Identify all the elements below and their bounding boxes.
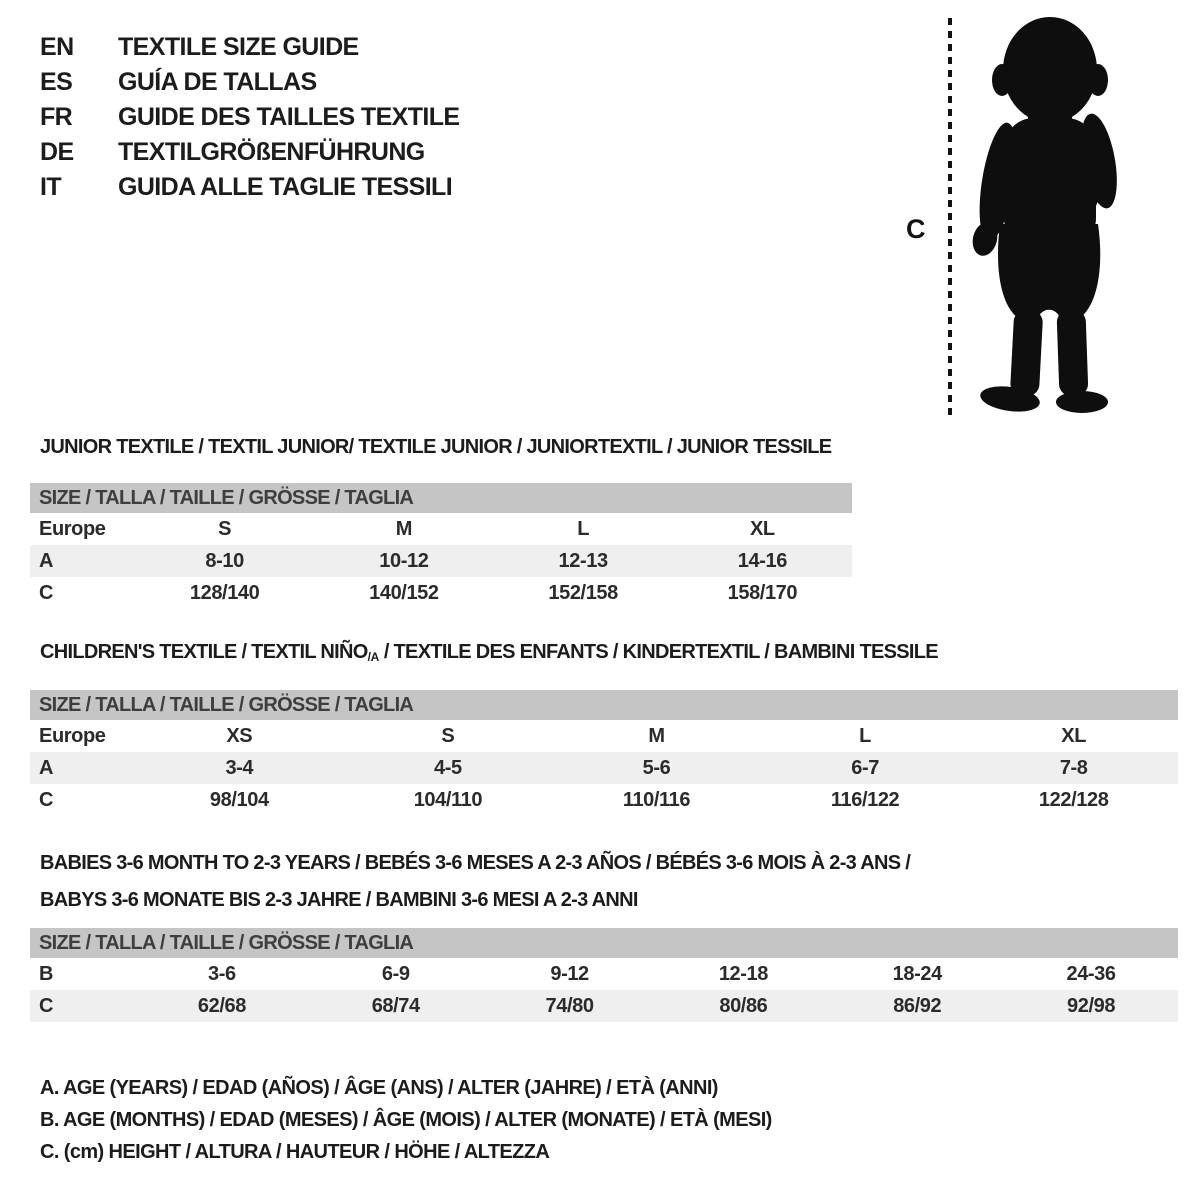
junior-height-row (30, 577, 852, 609)
language-row-es (40, 65, 460, 100)
language-title: GUÍA DE TALLAS (118, 68, 317, 96)
table-cell: 128/140 (189, 581, 260, 604)
language-row-fr (40, 100, 460, 135)
children-table (30, 690, 1178, 816)
table-cell: 14-16 (737, 549, 787, 572)
babies-section-title (40, 845, 910, 919)
table-cell: 104/110 (413, 788, 483, 811)
table-cell: 158/170 (727, 581, 798, 604)
children-section-title (40, 641, 938, 664)
legend-line-a: A. AGE (YEARS) / EDAD (AÑOS) / ÂGE (ANS) / ALTER (JAHRE) / ETÀ (ANNI) (40, 1077, 718, 1099)
column-header-l: L (577, 517, 590, 540)
size-header-bar: SIZE / TALLA / TAILLE / GRÖSSE / TAGLIA (30, 690, 1178, 720)
table-cell: 12-13 (558, 549, 608, 572)
language-title: GUIDE DES TAILLES TEXTILE (118, 103, 460, 131)
row-label: A (39, 549, 54, 572)
table-cell: 12-18 (718, 962, 768, 985)
language-code: ES (40, 68, 73, 96)
table-cell: 9-12 (550, 962, 589, 985)
table-cell: 110/116 (622, 788, 691, 811)
column-header-m: M (395, 517, 412, 540)
table-cell: 7-8 (1059, 756, 1088, 779)
table-cell: 4-5 (434, 756, 462, 779)
size-header-bar: SIZE / TALLA / TAILLE / GRÖSSE / TAGLIA (30, 483, 852, 513)
row-label: C (39, 581, 54, 604)
language-code: FR (40, 103, 73, 131)
table-cell: 8-10 (205, 549, 244, 572)
babies-title-line1: BABIES 3-6 MONTH TO 2-3 YEARS / BEBÉS 3-6 MESES A 2-3 AÑOS / BÉBÉS 3-6 MOIS À 2-3 ANS / (40, 852, 911, 874)
babies-months-row (30, 958, 1178, 990)
table-cell: 6-9 (381, 962, 410, 985)
language-title: TEXTILGRÖßENFÜHRUNG (118, 138, 425, 166)
table-cell: 24-36 (1066, 962, 1116, 985)
column-header-xl: XL (749, 517, 775, 540)
table-cell: 10-12 (379, 549, 429, 572)
measure-legend (40, 1072, 772, 1168)
language-row-en (40, 30, 460, 65)
junior-table (30, 483, 852, 609)
column-header-s: S (218, 517, 232, 540)
children-age-row (30, 752, 1178, 784)
row-label: C (39, 788, 54, 811)
children-columns-row (30, 720, 1178, 752)
legend-line-b: B. AGE (MONTHS) / EDAD (MESES) / ÂGE (MOIS) / ALTER (MONATE) / ETÀ (MESI) (40, 1109, 772, 1131)
table-cell: 98/104 (209, 788, 269, 811)
language-code: DE (40, 138, 74, 166)
column-header-m: M (648, 724, 665, 747)
babies-title-line2: BABYS 3-6 MONATE BIS 2-3 JAHRE / BAMBINI 3-6 MESI A 2-3 ANNI (40, 889, 638, 911)
language-code: IT (40, 173, 62, 201)
table-cell: 6-7 (851, 756, 879, 779)
column-header-xl: XL (1061, 724, 1087, 747)
height-measure-dashed-line (948, 18, 952, 416)
junior-columns-row (30, 513, 852, 545)
table-cell: 152/158 (548, 581, 618, 604)
column-header-l: L (859, 724, 871, 747)
table-cell: 62/68 (197, 994, 246, 1017)
height-measure-label: C (906, 214, 925, 244)
table-cell: 116/122 (830, 788, 900, 811)
language-list (40, 30, 460, 205)
column-header-xs: XS (226, 724, 253, 747)
language-title: GUIDA ALLE TAGLIE TESSILI (118, 173, 453, 201)
row-label: B (39, 962, 54, 985)
children-title-sub: /A (367, 650, 379, 665)
toddler-silhouette-icon (958, 14, 1140, 416)
language-title: TEXTILE SIZE GUIDE (118, 33, 359, 61)
row-label: A (39, 756, 54, 779)
table-cell: 5-6 (642, 756, 671, 779)
table-cell: 3-6 (208, 962, 236, 985)
language-row-it (40, 170, 460, 205)
junior-section-title: JUNIOR TEXTILE / TEXTIL JUNIOR/ TEXTILE JUNIOR / JUNIORTEXTIL / JUNIOR TESSILE (40, 436, 832, 458)
children-title-rest: / TEXTILE DES ENFANTS / KINDERTEXTIL / BAMBINI TESSILE (378, 641, 938, 663)
babies-height-row (30, 990, 1178, 1022)
language-code: EN (40, 33, 74, 61)
table-cell: 74/80 (545, 994, 594, 1017)
table-cell: 3-4 (225, 756, 254, 779)
table-cell: 92/98 (1067, 994, 1116, 1017)
table-cell: 86/92 (893, 994, 942, 1017)
table-cell: 68/74 (371, 994, 420, 1017)
table-cell: 80/86 (719, 994, 768, 1017)
column-header-s: S (441, 724, 455, 747)
size-header-bar: SIZE / TALLA / TAILLE / GRÖSSE / TAGLIA (30, 928, 1178, 958)
language-row-de (40, 135, 460, 170)
children-title-main: CHILDREN'S TEXTILE / TEXTIL NIÑO (40, 641, 368, 663)
children-height-row (30, 784, 1178, 816)
table-cell: 18-24 (892, 962, 942, 985)
row-label: Europe (39, 517, 106, 540)
table-cell: 140/152 (369, 581, 439, 604)
junior-age-row (30, 545, 852, 577)
table-cell: 122/128 (1038, 788, 1109, 811)
row-label: C (39, 994, 54, 1017)
row-label: Europe (39, 724, 106, 747)
babies-table (30, 928, 1178, 1022)
legend-line-c: C. (cm) HEIGHT / ALTURA / HAUTEUR / HÖHE / ALTEZZA (40, 1141, 550, 1163)
